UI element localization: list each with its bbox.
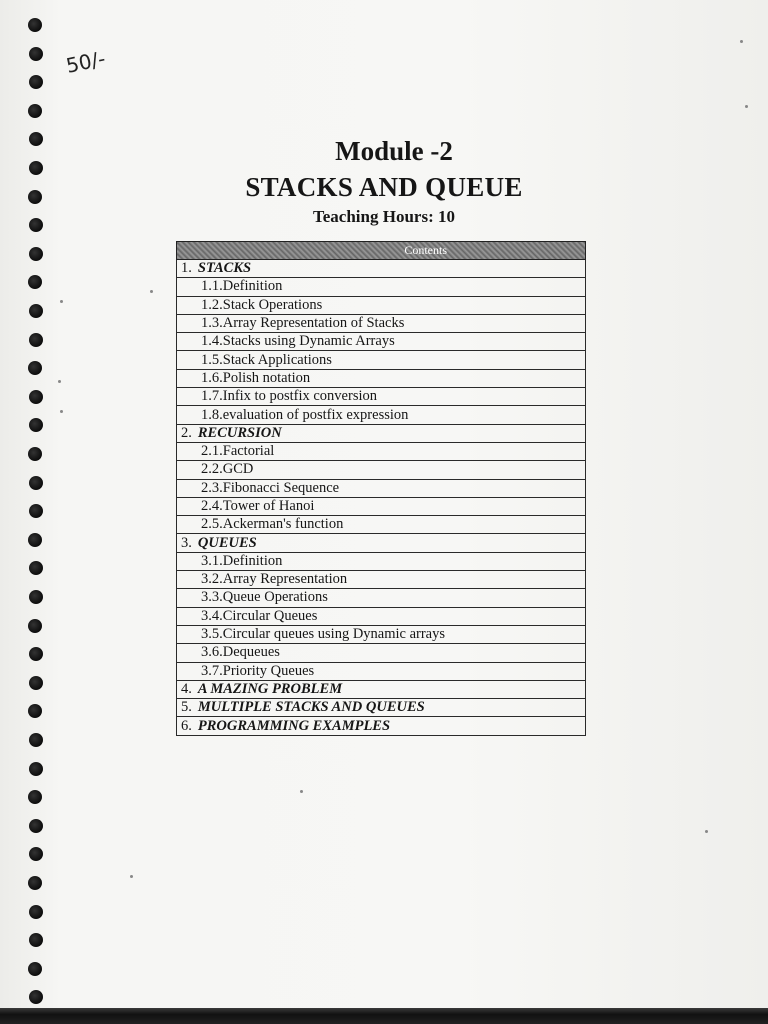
toc-section-row <box>177 534 586 552</box>
subsection-label: 2.1.Factorial <box>201 443 275 460</box>
toc-item-row <box>177 314 586 332</box>
binding-hole <box>28 275 42 289</box>
subsection-label: 2.5.Ackerman's function <box>201 516 344 533</box>
subsection-label: 1.1.Definition <box>201 278 283 295</box>
toc-item-row <box>177 607 586 625</box>
section-label: A MAZING PROBLEM <box>197 680 343 697</box>
binding-hole <box>29 75 43 89</box>
toc-cell <box>177 333 586 351</box>
section-label: STACKS <box>197 260 252 277</box>
toc-cell <box>177 461 586 479</box>
section-number: 2. <box>181 424 192 441</box>
toc-item-row <box>177 662 586 680</box>
binding-hole <box>29 333 43 347</box>
toc-cell <box>177 369 586 387</box>
binding-hole <box>29 990 43 1004</box>
subsection-label: 3.1.Definition <box>201 552 283 569</box>
toc-cell <box>177 424 586 442</box>
toc-section-row <box>177 680 586 698</box>
binding-hole <box>28 704 42 718</box>
binding-hole <box>28 447 42 461</box>
binding-hole <box>28 18 42 32</box>
toc-item-row <box>177 552 586 570</box>
scan-speck <box>745 105 748 108</box>
scan-speck <box>60 300 63 303</box>
toc-item-row <box>177 406 586 424</box>
binding-hole <box>29 676 43 690</box>
section-number: 5. <box>181 699 192 716</box>
binding-hole <box>29 819 43 833</box>
binding-hole <box>28 104 42 118</box>
binding-hole <box>29 476 43 490</box>
binding-hole <box>28 361 42 375</box>
subsection-label: 2.3.Fibonacci Sequence <box>201 479 340 496</box>
scan-speck <box>130 875 133 878</box>
toc-item-row <box>177 333 586 351</box>
toc-item-row <box>177 516 586 534</box>
section-label: QUEUES <box>197 534 257 551</box>
scan-speck <box>740 40 743 43</box>
section-label: MULTIPLE STACKS AND QUEUES <box>197 699 425 716</box>
toc-section-row <box>177 424 586 442</box>
binding-hole <box>29 247 43 261</box>
binding-hole <box>29 847 43 861</box>
subsection-label: 1.7.Infix to postfix conversion <box>201 388 377 405</box>
subsection-label: 1.6.Polish notation <box>201 369 311 386</box>
section-label: RECURSION <box>197 424 282 441</box>
binding-hole <box>28 790 42 804</box>
toc-cell <box>177 644 586 662</box>
binding-hole <box>29 905 43 919</box>
binding-hole <box>28 876 42 890</box>
toc-cell <box>177 479 586 497</box>
page-title: STACKS AND QUEUE <box>245 172 523 202</box>
toc-item-row <box>177 479 586 497</box>
section-number: 3. <box>181 534 192 551</box>
subsection-label: 2.2.GCD <box>201 461 254 478</box>
binding-hole <box>29 504 43 518</box>
binding-hole <box>29 590 43 604</box>
scan-speck <box>300 790 303 793</box>
binding-hole <box>29 47 43 61</box>
subsection-label: 1.2.Stack Operations <box>201 296 323 313</box>
binding-hole <box>29 390 43 404</box>
toc-cell <box>177 680 586 698</box>
toc-item-row <box>177 296 586 314</box>
subsection-label: 1.4.Stacks using Dynamic Arrays <box>201 333 395 350</box>
toc-cell <box>177 351 586 369</box>
contents-body <box>177 260 586 736</box>
toc-section-row <box>177 717 586 735</box>
subsection-label: 1.3.Array Representation of Stacks <box>201 315 405 332</box>
toc-cell <box>177 260 586 278</box>
section-number: 1. <box>181 260 192 277</box>
toc-item-row <box>177 351 586 369</box>
toc-cell <box>177 662 586 680</box>
toc-cell <box>177 296 586 314</box>
toc-cell <box>177 314 586 332</box>
subsection-label: 3.7.Priority Queues <box>201 662 315 679</box>
toc-item-row <box>177 278 586 296</box>
contents-header: Contents <box>177 242 586 260</box>
toc-item-row <box>177 589 586 607</box>
subsection-label: 3.6.Dequeues <box>201 644 280 661</box>
binding-hole <box>28 619 42 633</box>
toc-cell <box>177 589 586 607</box>
toc-item-row <box>177 442 586 460</box>
subsection-label: 1.8.evaluation of postfix expression <box>201 406 409 423</box>
binding-hole <box>29 647 43 661</box>
subsection-label: 2.4.Tower of Hanoi <box>201 498 315 514</box>
toc-cell <box>177 699 586 717</box>
section-number: 4. <box>181 680 192 697</box>
scan-speck <box>705 830 708 833</box>
scan-speck <box>150 290 153 293</box>
toc-cell <box>177 552 586 570</box>
subsection-label: 1.5.Stack Applications <box>201 351 332 368</box>
toc-item-row <box>177 497 586 515</box>
toc-item-row <box>177 625 586 643</box>
toc-cell <box>177 278 586 296</box>
toc-section-row <box>177 260 586 278</box>
teaching-hours: Teaching Hours: 10 <box>312 207 455 226</box>
toc-cell <box>177 497 586 515</box>
toc-cell <box>177 516 586 534</box>
binding-hole <box>29 418 43 432</box>
section-label: PROGRAMMING EXAMPLES <box>197 717 391 734</box>
module-title: Module -2 <box>335 136 453 166</box>
page-bottom-edge <box>0 1008 768 1024</box>
binding-hole <box>29 561 43 575</box>
toc-cell <box>177 442 586 460</box>
toc-cell <box>177 607 586 625</box>
toc-item-row <box>177 388 586 406</box>
toc-cell <box>177 406 586 424</box>
toc-item-row <box>177 369 586 387</box>
subsection-label: 3.4.Circular Queues <box>201 607 318 624</box>
binding-hole <box>29 933 43 947</box>
toc-cell <box>177 717 586 735</box>
toc-item-row <box>177 644 586 662</box>
binding-hole <box>28 533 42 547</box>
binding-hole <box>29 762 43 776</box>
toc-cell <box>177 534 586 552</box>
subsection-label: 3.2.Array Representation <box>201 571 348 588</box>
section-number: 6. <box>181 717 192 734</box>
binding-hole <box>29 304 43 318</box>
contents-table <box>176 241 586 736</box>
toc-cell <box>177 388 586 406</box>
scan-speck <box>58 380 61 383</box>
subsection-label: 3.5.Circular queues using Dynamic arrays <box>201 626 446 643</box>
toc-section-row <box>177 699 586 717</box>
scan-speck <box>60 410 63 413</box>
subsection-label: 3.3.Queue Operations <box>201 589 328 606</box>
toc-item-row <box>177 461 586 479</box>
binding-hole <box>28 962 42 976</box>
binding-hole <box>29 733 43 747</box>
handwritten-price-note: 50/- <box>63 46 108 78</box>
toc-cell <box>177 625 586 643</box>
toc-item-row <box>177 571 586 589</box>
toc-cell <box>177 571 586 589</box>
